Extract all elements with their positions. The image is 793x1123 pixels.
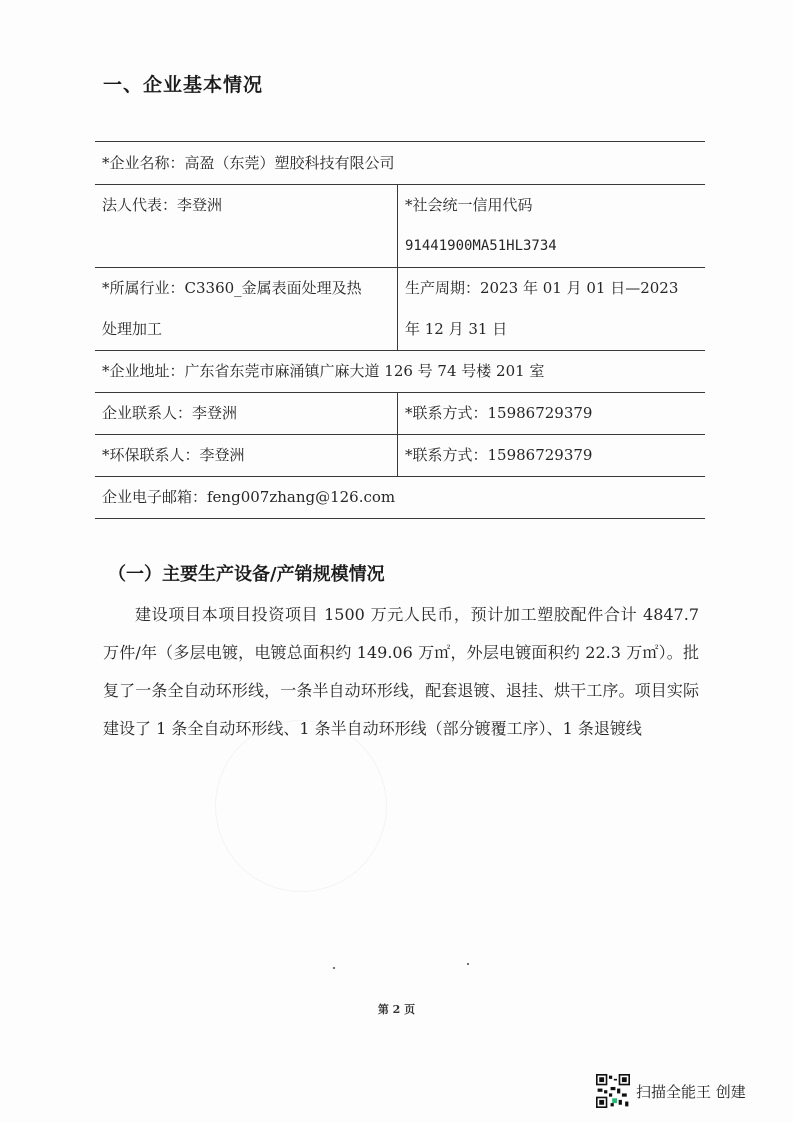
table-row <box>95 142 705 185</box>
subsection-title: （一）主要生产设备/产销规模情况 <box>108 564 385 585</box>
watermark-text: 扫描全能王 创建 <box>636 1082 746 1101</box>
faint-seal-mark <box>215 720 387 892</box>
qr-code-icon <box>596 1074 630 1108</box>
table-row <box>95 268 705 351</box>
env-contact-cell: *环保联系人：李登洲 <box>95 435 398 477</box>
production-period-cell <box>398 268 706 351</box>
table-row <box>95 185 705 268</box>
env-phone-cell: *联系方式：15986729379 <box>398 435 706 477</box>
section-title: 一、企业基本情况 <box>103 74 264 96</box>
table-row <box>95 393 705 435</box>
period-line-2: 年 12 月 31 日 <box>405 320 508 338</box>
email-cell: 企业电子邮箱：feng007zhang@126.com <box>95 477 705 519</box>
legal-rep-cell: 法人代表：李登洲 <box>95 185 398 268</box>
scanner-watermark <box>596 1072 746 1110</box>
credit-code-cell <box>398 185 706 268</box>
industry-line-2: 处理加工 <box>102 320 163 338</box>
industry-cell <box>95 268 398 351</box>
credit-code-label: *社会统一信用代码 <box>405 196 533 214</box>
contact-person-cell: 企业联系人：李登洲 <box>95 393 398 435</box>
table-row <box>95 351 705 393</box>
industry-line-1: *所属行业：C3360_金属表面处理及热 <box>102 279 362 297</box>
table-row <box>95 477 705 519</box>
credit-code-value: 91441900MA51HL3734 <box>405 238 557 254</box>
address-cell: *企业地址：广东省东莞市麻涌镇广麻大道 126 号 74 号楼 201 室 <box>95 351 705 393</box>
contact-phone-cell: *联系方式：15986729379 <box>398 393 706 435</box>
body-paragraph: 建设项目本项目投资项目 1500 万元人民币，预计加工塑胶配件合计 4847.7 万件/年（多层电镀，电镀总面积约 149.06 万㎡，外层电镀面积约 22.3 万㎡）。批复了一条全自动环形线，一条半自动环形线，配套退镀、退挂、烘干工序。项目实际建设了 1 条全自动环形线、1 条半自动环形线（部分镀覆工序）、1 条退镀线 <box>103 605 699 738</box>
company-name-cell: *企业名称：高盈（东莞）塑胶科技有限公司 <box>95 142 705 185</box>
scan-speck <box>467 963 469 965</box>
company-info-table <box>95 141 705 519</box>
period-line-1: 生产周期：2023 年 01 月 01 日—2023 <box>405 279 679 297</box>
scan-speck <box>333 967 335 969</box>
table-row <box>95 435 705 477</box>
page-number: 第 2 页 <box>377 1003 416 1016</box>
